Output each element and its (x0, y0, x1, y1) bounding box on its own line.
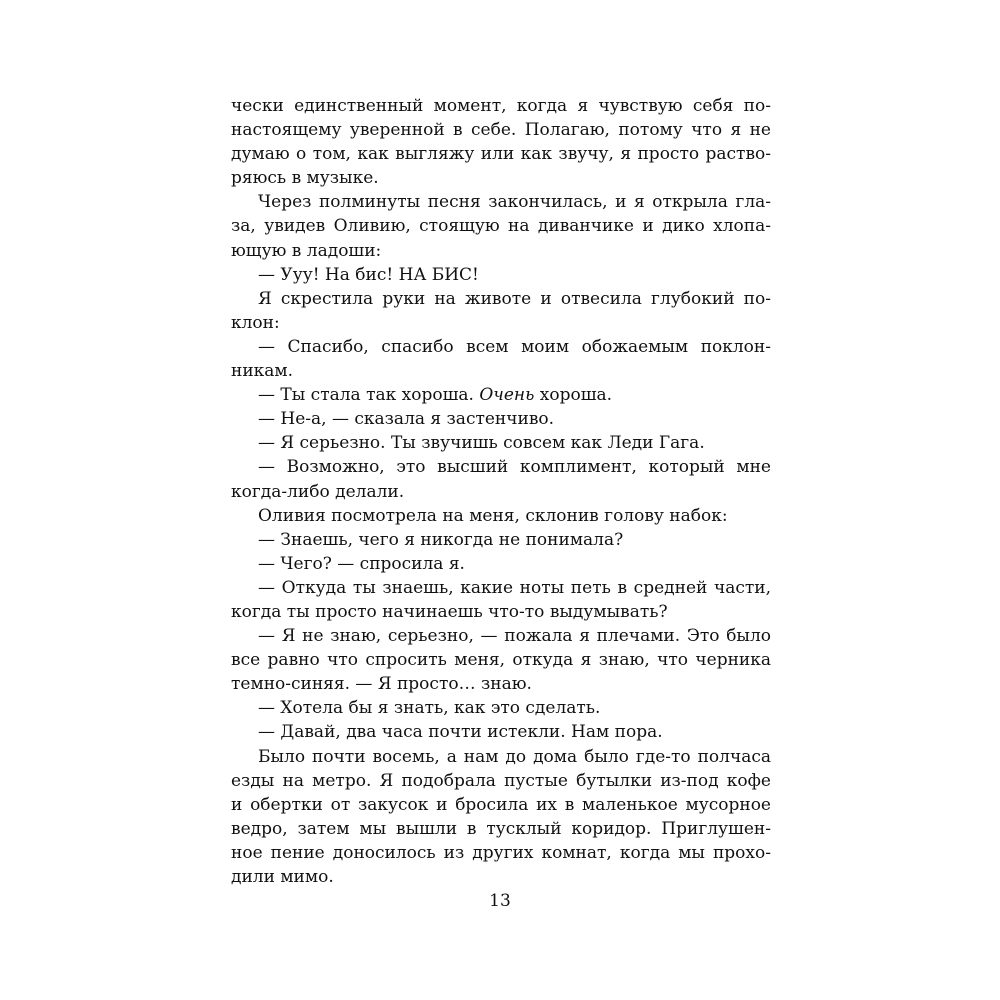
text-line: Оливия посмотрела на меня, склонив голову набок: (258, 505, 728, 526)
text-line: все равно что спросить меня, откуда я знаю, что черника (231, 650, 771, 671)
page-body-text (231, 94, 771, 889)
text-line: Я скрестила руки на животе и отвесила глубокий по- (258, 288, 771, 309)
text-line: — Ты стала так хороша. Очень хороша. (258, 385, 613, 406)
text-line: — Давай, два часа почти истекли. Нам пора. (258, 722, 663, 743)
text-line: ведро, затем мы вышли в тусклый коридор. Приглушен- (231, 818, 771, 839)
text-line: — Ууу! На бис! НА БИС! (258, 264, 479, 285)
text-line: — Чего? — спросила я. (258, 553, 465, 574)
text-line: ряюсь в музыке. (231, 168, 379, 189)
text-line: — Я серьезно. Ты звучишь совсем как Леди Гага. (258, 433, 705, 454)
text-line: когда ты просто начинаешь что-то выдумывать? (231, 601, 668, 622)
text-line: настоящему уверенной в себе. Полагаю, потому что я не (231, 120, 771, 141)
text-line: когда-либо делали. (231, 481, 405, 502)
text-line: чески единственный момент, когда я чувствую себя по- (231, 96, 771, 116)
text-line: думаю о том, как выгляжу или как звучу, я просто раство- (231, 144, 771, 165)
text-line: за, увидев Оливию, стоящую на диванчике и дико хлопа- (231, 216, 771, 237)
emphasis: Очень (479, 385, 535, 406)
text-line: — Знаешь, чего я никогда не понимала? (258, 529, 624, 550)
text-line: ющую в ладоши: (231, 240, 382, 261)
text-line: темно-синяя. — Я просто… знаю. (231, 674, 532, 695)
text-line: — Хотела бы я знать, как это сделать. (258, 698, 601, 719)
text-line: клон: (231, 312, 280, 333)
text-line: — Откуда ты знаешь, какие ноты петь в средней части, (258, 577, 771, 598)
text-line: — Не-а, — сказала я застенчиво. (258, 409, 555, 430)
text-line: Через полминуты песня закончилась, и я открыла гла- (258, 192, 771, 213)
page-number: 13 (489, 891, 511, 911)
text-line: дили мимо. (231, 867, 334, 887)
text-line: езды на метро. Я подобрала пустые бутылки из-под кофе (231, 770, 771, 791)
text-line: и обертки от закусок и бросила их в маленькое мусорное (231, 794, 771, 815)
text-line: никам. (231, 361, 294, 382)
text-line: ное пение доносилось из других комнат, когда мы прохо- (231, 842, 771, 863)
text-line: Было почти восемь, а нам до дома было где-то полчаса (258, 746, 771, 767)
text-line: — Возможно, это высший комплимент, который мне (258, 457, 771, 478)
text-line: — Спасибо, спасибо всем моим обожаемым поклон- (258, 336, 771, 357)
text-line: — Я не знаю, серьезно, — пожала я плечами. Это было (258, 626, 771, 647)
